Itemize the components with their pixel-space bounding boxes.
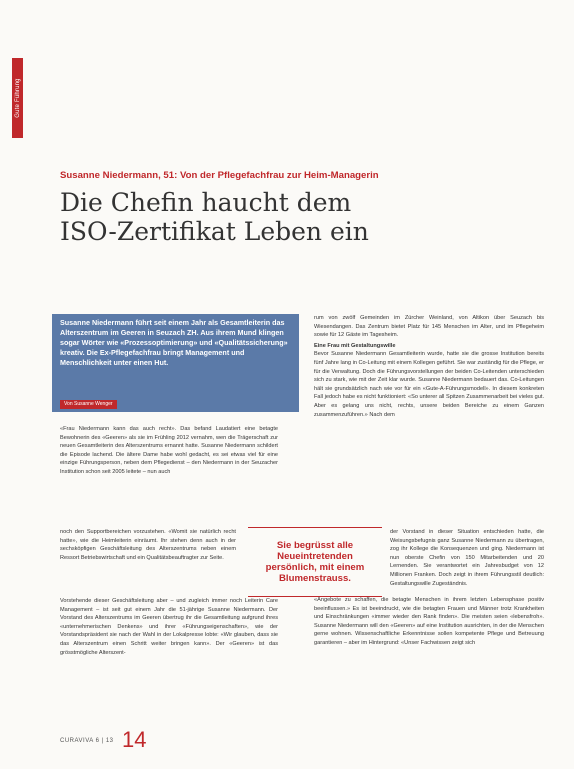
body-paragraph: rum von zwölf Gemeinden im Zürcher Weinland, von Altikon über Seuzach bis Wiesendangen. Das Zentrum bietet Platz für 145 Menschen im Alter, und im Pflegeheim sowie für 12 Gäste im Tagesheim. xyxy=(314,315,544,339)
intro-text: Susanne Niedermann führt seit einem Jahr als Gesamtleiterin das Alterszentrum im Geeren in Seuzach ZH. Aus ihrem Mund klingen sogar Wörter wie «Prozessoptimierung» und «Qualitätssicherung» kreativ. Die Ex-Pflegefachfrau bringt Management und Menschlichkeit unter einen Hut. xyxy=(60,318,288,367)
body-paragraph: «Angebote zu schaffen, die betagte Menschen in ihrem letzten Lebensphase positiv beeinflussen.» Es ist beeindruckt, wie die betagten Frauen und Männer trotz Krankheiten und Einschränkungen «immer wieder den Rank finden». Die meisten seien «lebensfroh». Susanne Niedermann will den «Geeren» auf eine Institution ausrichten, in der die Menschen gerne wohnen. Wissenschaftliche Erkenntnisse sollen kompetente Pflege und Betreuung garantieren – aber im Hintergrund: «Unser Fachwissen zeigt sich xyxy=(314,597,544,646)
footer-magazine: CURAVIVA 6 | 13 xyxy=(60,738,114,744)
body-column-right-bottom xyxy=(314,596,544,648)
body-column-right-top xyxy=(314,314,544,419)
body-column-left-narrow xyxy=(60,528,236,562)
subheading: Eine Frau mit Gestaltungswille xyxy=(314,342,396,349)
headline-line-1: Die Chefin haucht dem xyxy=(60,188,352,217)
headline-line-2: ISO-Zertifikat Leben ein xyxy=(60,217,369,246)
body-column-left-top xyxy=(60,425,278,477)
article-kicker: Susanne Niedermann, 51: Von der Pflegefachfrau zur Heim-Managerin xyxy=(60,170,379,181)
author-badge: Von Susanne Wenger xyxy=(60,400,117,409)
body-paragraph: noch den Supportbereichen vorzustehen. «Womit sie natürlich recht hatte», wie die Heimleiterin einräumt. Ihr stehen denn auch in der sechsköpfigen Geschäftsleitung des Alterszentrums neben einem Ressort Betriebswirtschaft und ein Qualitätsbeauftragter zur Seite. xyxy=(60,529,236,561)
section-tab xyxy=(12,58,23,138)
body-paragraph: der Vorstand in dieser Situation entschieden hatte, die Weisungsbefugnis ganz Susanne Niedermann zu übertragen, zog ihr Kollege die Konsequenzen und ging. Niedermann ist nun oberste Chefin von 150 Mitarbeitenden und 20 Lernenden. Sie verantwortet ein Jahresbudget von 12 Millionen Franken. Doch zeigt in ihrem Führungsstil deutlich: Gestaltungswille Zugeständnis. xyxy=(390,529,544,587)
body-paragraph: «Frau Niedermann kann das auch recht». Das befand Laudatiert eine betagte Bewohnerin des «Geeren» als sie im Frühling 2012 vernahm, wen die Trägerschaft zur neuen Gesamtleiterin des Alterszentrums ernannt hatte. Susanne Niedermann schildert die Episode lachend. Die ältere Dame habe wohl gedacht, es sei etwas viel für eine einzige Führungsperson, neben dem Pflegedienst – den Niedermann in der Seuzacher Institution schon seit 2005 leitete – nun auch xyxy=(60,426,278,475)
body-column-right-narrow xyxy=(390,528,544,588)
page-number: 14 xyxy=(122,727,147,752)
article-headline xyxy=(60,188,530,246)
body-paragraph: Vorstehende dieser Geschäftsleitung aber – und zugleich immer noch Leiterin Care Management – ist seit gut einem Jahr die 51-jährige Susanne Niedermann. Der Vorstand des Alterszentrums im Geeren übertrug ihr die Gesamtleitung aufgrund ihres «unternehmerischen Denkens» und ihrer «Führungseigenschaften», wie der Vorstandspräsident sie nach der Wahl in der Lokalpresse lobte: «Wir glauben, dass sie das Alterszentrum einen Schritt weiter bringen kann». Der «Geeren» ist das grösstmögliche Alterszent- xyxy=(60,598,278,656)
body-column-left-bottom xyxy=(60,597,278,657)
section-tab-label: Gute Führung xyxy=(14,78,21,118)
pull-quote xyxy=(248,527,382,597)
pull-quote-text: Sie begrüsst alle Neueintretenden persönlich, mit einem Blumenstrauss. xyxy=(265,540,365,584)
body-paragraph: Bevor Susanne Niedermann Gesamtleiterin wurde, hatte sie die grosse Institution bereits fünf Jahre lang in Co-Leitung mit einem Kollegen geführt. Sie war zuständig für die Pflege, er für die Verwaltung. Doch die Führungsvorstellungen der beiden Co-Leitenden unterschieden sich zu stark, wie mit der Zeit klar wurde. Susanne Niedermann bedauert das. Co-Leitungen hält sie grundsätzlich nach wie vor für ein «Gute-A-Führungsmodell». In diesem konkreten Fall jedoch habe es nicht funktioniert: «So unterer all Spitzen Zusammenarbeit bei vieles gut. Aber es gelang uns nicht, rechts, unsere beiden Bereiche zu einem Ganzen zusammenzuführen.» Nach dem xyxy=(314,351,544,418)
